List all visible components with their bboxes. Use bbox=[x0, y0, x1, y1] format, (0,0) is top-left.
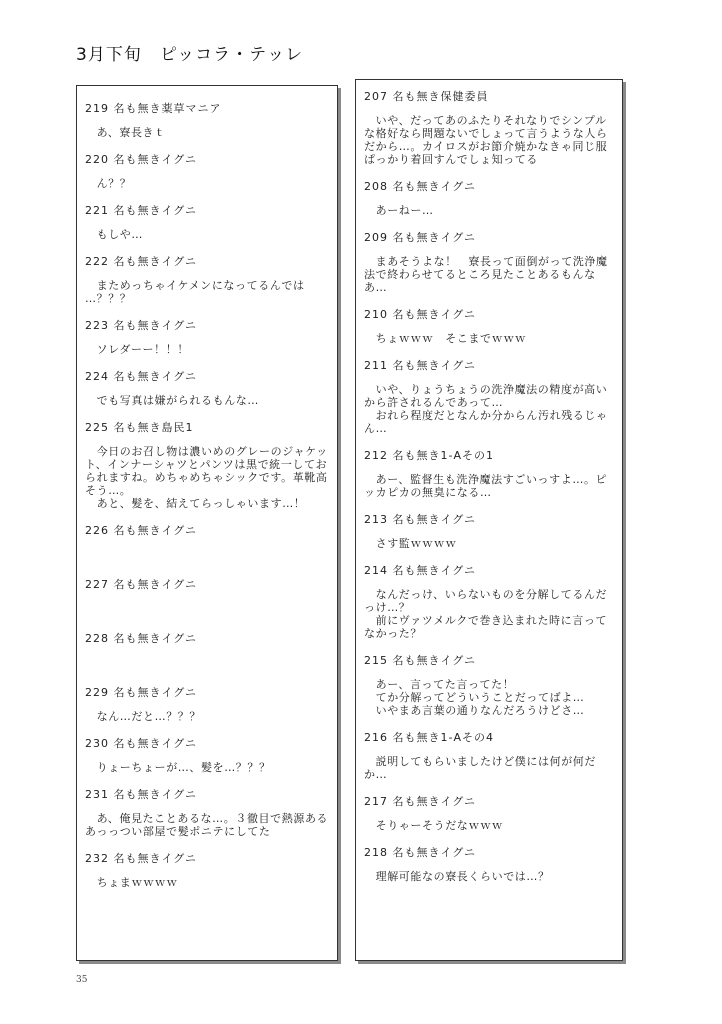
forum-post bbox=[364, 231, 614, 294]
post-header: 228 名も無きイグニ bbox=[85, 632, 198, 645]
post-header: 227 名も無きイグニ bbox=[85, 578, 198, 591]
post-header: 219 名も無き薬草マニア bbox=[85, 102, 222, 115]
post-body: あ、寮長きｔ bbox=[85, 126, 166, 139]
post-body: まためっちゃイケメンになってるんでは …？？？ bbox=[85, 279, 305, 305]
forum-post bbox=[364, 846, 614, 883]
forum-post bbox=[364, 449, 614, 499]
forum-post bbox=[85, 102, 329, 139]
post-body: なんだっけ、いらないものを分解してるんだっけ…？ 前にヴァツメルクで巻き込まれた時に言ってなかった？ bbox=[364, 588, 608, 640]
post-header: 218 名も無きイグニ bbox=[364, 846, 477, 859]
post-body: あー、言ってた言ってた！ てか分解ってどういうことだってばよ… いやまあ言葉の通りなんだろうけどさ… bbox=[375, 678, 585, 717]
post-body: 理解可能なの寮長くらいでは…？ bbox=[364, 870, 550, 883]
forum-post bbox=[364, 308, 614, 345]
forum-post bbox=[85, 319, 329, 356]
forum-post bbox=[364, 90, 614, 166]
right-column-panel bbox=[355, 79, 623, 961]
forum-post bbox=[85, 153, 329, 190]
post-body: でも写真は嫌がられるもんな… bbox=[85, 394, 259, 407]
post-body: ちょｗｗｗ そこまでｗｗｗ bbox=[364, 332, 527, 345]
post-header: 216 名も無き1-Aその4 bbox=[364, 731, 494, 744]
post-body: 今日のお召し物は濃いめのグレーのジャケット、インナーシャツとパンツは黒で統一しておられますね。めちゃめちゃシックです。革靴高そう…。 あと、髪を、結えてらっしゃいます…！ bbox=[85, 445, 328, 510]
post-header: 209 名も無きイグニ bbox=[364, 231, 477, 244]
post-header: 214 名も無きイグニ bbox=[364, 564, 477, 577]
post-body: 説明してもらいましたけど僕には何が何だか… bbox=[364, 755, 596, 781]
post-body: あーねー… bbox=[364, 204, 434, 217]
post-header: 210 名も無きイグニ bbox=[364, 308, 477, 321]
post-header: 232 名も無きイグニ bbox=[85, 852, 198, 865]
page-number: 35 bbox=[76, 975, 88, 985]
post-body: ソレダーー！！！ bbox=[85, 343, 189, 356]
post-header: 224 名も無きイグニ bbox=[85, 370, 198, 383]
forum-post bbox=[364, 731, 614, 781]
forum-post bbox=[85, 370, 329, 407]
forum-post bbox=[364, 180, 614, 217]
post-body: さす監ｗｗｗｗ bbox=[364, 537, 457, 550]
page-title: 3月下旬 ピッコラ・テッレ bbox=[76, 45, 304, 65]
post-header: 222 名も無きイグニ bbox=[85, 255, 198, 268]
post-body: ん？？ bbox=[85, 177, 132, 190]
post-body: もしや… bbox=[85, 228, 143, 241]
post-header: 211 名も無きイグニ bbox=[364, 359, 477, 372]
post-header: 231 名も無きイグニ bbox=[85, 788, 198, 801]
forum-post bbox=[364, 795, 614, 832]
forum-post bbox=[85, 737, 329, 774]
post-header: 208 名も無きイグニ bbox=[364, 180, 477, 193]
forum-post bbox=[364, 359, 614, 435]
post-header: 229 名も無きイグニ bbox=[85, 686, 198, 699]
post-header: 230 名も無きイグニ bbox=[85, 737, 198, 750]
post-header: 217 名も無きイグニ bbox=[364, 795, 477, 808]
forum-post bbox=[85, 852, 329, 889]
post-header: 223 名も無きイグニ bbox=[85, 319, 198, 332]
post-body: なん…だと…？？？ bbox=[85, 710, 201, 723]
forum-post bbox=[85, 421, 329, 510]
post-body: いや、りょうちょうの洗浄魔法の精度が高いから許されるんであって… おれら程度だとなんか分からん汚れ残るじゃん… bbox=[364, 383, 608, 435]
post-body: まあそうよな！ 寮長って面倒がって洗浄魔法で終わらせてるところ見たことあるもんなあ… bbox=[364, 255, 608, 294]
post-body: あ、俺見たことあるな…。３徹目で熱源あるあっっつい部屋で髪ポニテにしてた bbox=[85, 812, 329, 838]
post-header: 213 名も無きイグニ bbox=[364, 513, 477, 526]
post-header: 207 名も無き保健委員 bbox=[364, 90, 489, 103]
post-body: そりゃーそうだなｗｗｗ bbox=[364, 819, 504, 832]
post-header: 225 名も無き島民1 bbox=[85, 421, 194, 434]
post-body: あー、監督生も洗浄魔法すごいっすよ…。ピッカピカの無臭になる… bbox=[364, 473, 608, 499]
post-header: 212 名も無き1-Aその1 bbox=[364, 449, 494, 462]
post-body: りょーちょーが…、髪を…？？？ bbox=[85, 761, 271, 774]
post-header: 221 名も無きイグニ bbox=[85, 204, 198, 217]
forum-post bbox=[364, 564, 614, 640]
post-header: 215 名も無きイグニ bbox=[364, 654, 477, 667]
forum-post bbox=[85, 686, 329, 723]
forum-post bbox=[85, 524, 329, 538]
forum-post bbox=[85, 255, 329, 305]
post-header: 220 名も無きイグニ bbox=[85, 153, 198, 166]
forum-post bbox=[85, 204, 329, 241]
forum-post bbox=[85, 578, 329, 592]
forum-post bbox=[364, 513, 614, 550]
forum-post bbox=[364, 654, 614, 717]
post-header: 226 名も無きイグニ bbox=[85, 524, 198, 537]
post-body: ちょまｗｗｗｗ bbox=[85, 876, 178, 889]
forum-post bbox=[85, 632, 329, 646]
post-body: いや、だってあのふたりそれなりでシンプルな格好なら問題ないでしょって言うような人らだから…。カイロスがお節介焼かなきゃ同じ服ぱっかり着回すんでしょ知ってる bbox=[364, 114, 608, 166]
left-column-panel bbox=[76, 85, 338, 961]
forum-post bbox=[85, 788, 329, 838]
